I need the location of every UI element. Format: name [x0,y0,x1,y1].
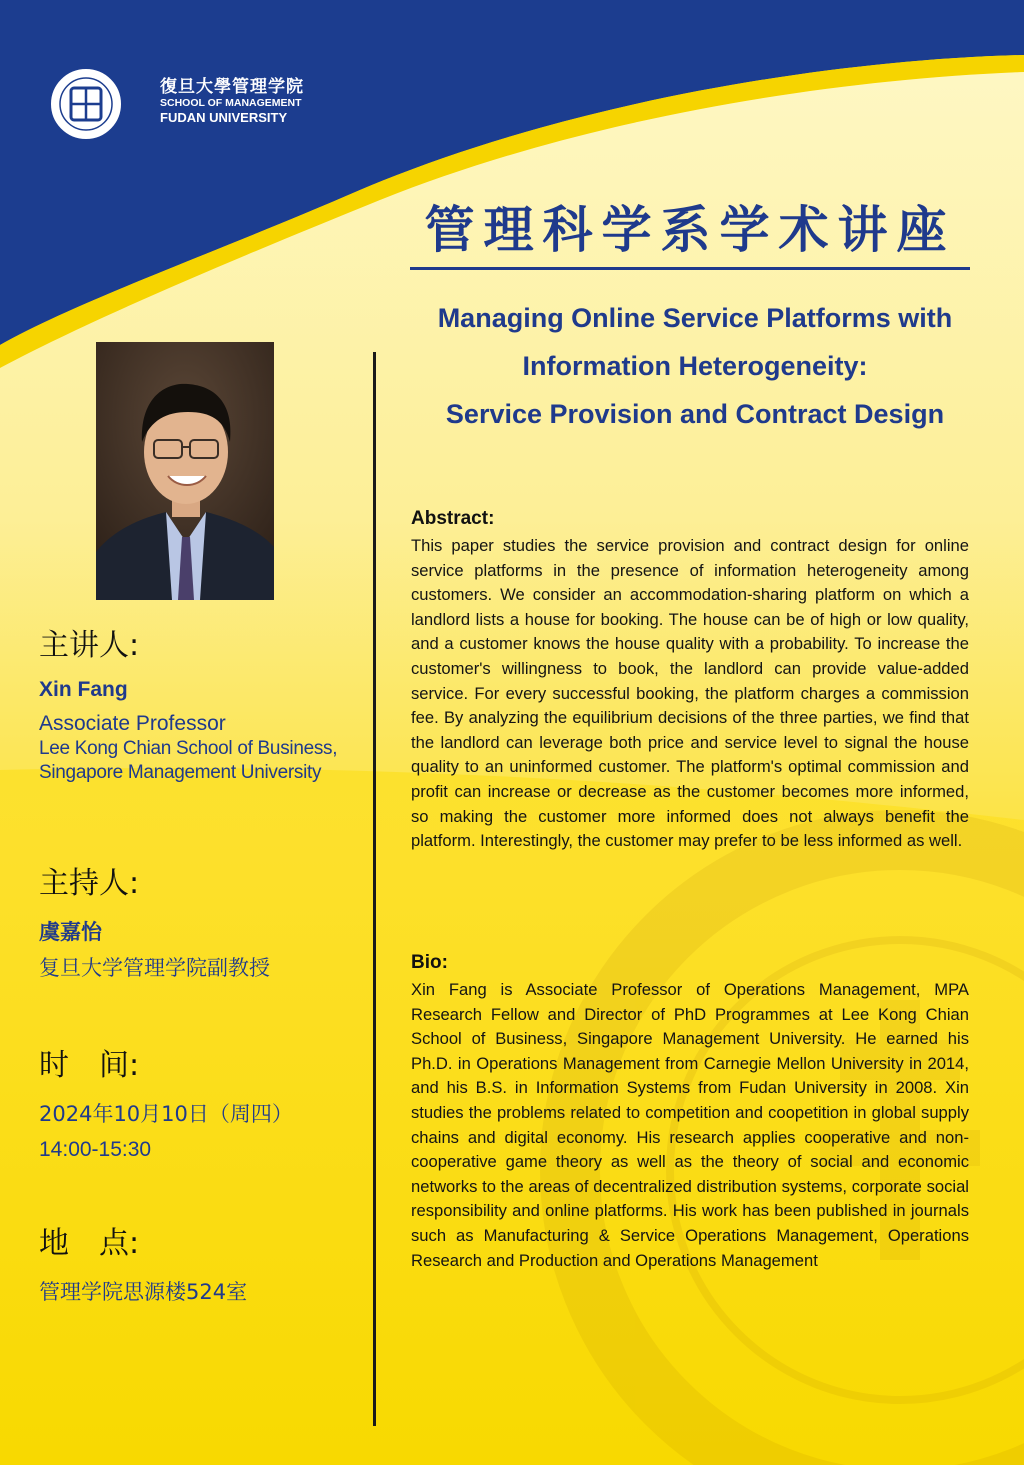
host-position: 复旦大学管理学院副教授 [39,956,270,980]
speaker-affiliation-1: Lee Kong Chian School of Business, [39,738,338,759]
abstract-section [411,508,969,854]
talk-title-line: Managing Online Service Platforms with [437,303,953,333]
speaker-position: Associate Professor [39,712,226,735]
abstract-heading: Abstract: [411,508,495,529]
logo-english-line2: FUDAN UNIVERSITY [160,110,288,125]
title-divider [410,267,970,270]
speaker-photo [96,342,274,600]
host-heading: 主持人: [39,866,140,901]
vertical-divider [373,352,376,1426]
bio-section [411,952,969,1273]
time-heading: 时 间: [39,1048,140,1083]
speaker-section [39,620,369,784]
host-name: 虞嘉怡 [39,920,102,944]
venue-place: 管理学院思源楼524室 [39,1280,248,1304]
talk-title-line: Service Provision and Contract Design [445,399,945,429]
speaker-heading: 主讲人: [39,628,140,663]
host-section [39,858,369,982]
bio-text: Xin Fang is Associate Professor of Operations Management, MPA Research Fellow and Director of PhD Programmes at Lee Kong Chian School of Business, Singapore Management University. He earned his Ph.D. in Operations Management from Carnegie Mellon University in 2014, and his B.S. in Information Systems from Fudan University in 2008. Xin studies the problems related to competition and coopetition in global supply chains and digital economy. His research applies cooperative and non-cooperative game theory as well as the theory of social and economic networks to the areas of decentralized distribution systems, corporate social responsibility and online platforms. His work has been published in journals such as Manufacturing & Service Operations Management, Operations Research and Production and Operations Management [411,980,969,1270]
logo-chinese-name: 復旦大學管理学院 [160,77,304,97]
bio-heading: Bio: [411,952,448,973]
page-title: 管理科学系学术讲座 [424,201,956,259]
speaker-affiliation-2: Singapore Management University [39,762,322,783]
talk-title-line: Information Heterogeneity: [522,351,868,381]
talk-title [405,294,985,438]
logo-text [160,72,304,125]
event-hours: 14:00-15:30 [39,1138,152,1161]
time-section [39,1040,369,1162]
logo-english-line1: SCHOOL OF MANAGEMENT [160,97,302,109]
venue-heading: 地 点: [39,1226,140,1261]
event-date: 2024年10月10日（周四） [39,1102,293,1126]
abstract-text: This paper studies the service provision and contract design for online service platforms in the presence of information heterogeneity among customers. We consider an accommodation-sharing platform on which a landlord lists a house for booking. The house can be of high or low quality, and a customer knows the house quality with a probability. To increase the customer's willingness to book, the landlord can provide value-added service. For every successful booking, the platform charges a commission fee. By analyzing the equilibrium decisions of the three parties, we find that the landlord can leverage both price and service level to signal the house quality to an uninformed customer. The platform's optimal commission and profit can increase or decrease as the customer becomes more informed, so making the customer more informed does not always benefit the platform. Interestingly, the customer may prefer to be less informed as well. [411,536,969,851]
venue-section [39,1218,369,1306]
speaker-name: Xin Fang [39,678,128,701]
